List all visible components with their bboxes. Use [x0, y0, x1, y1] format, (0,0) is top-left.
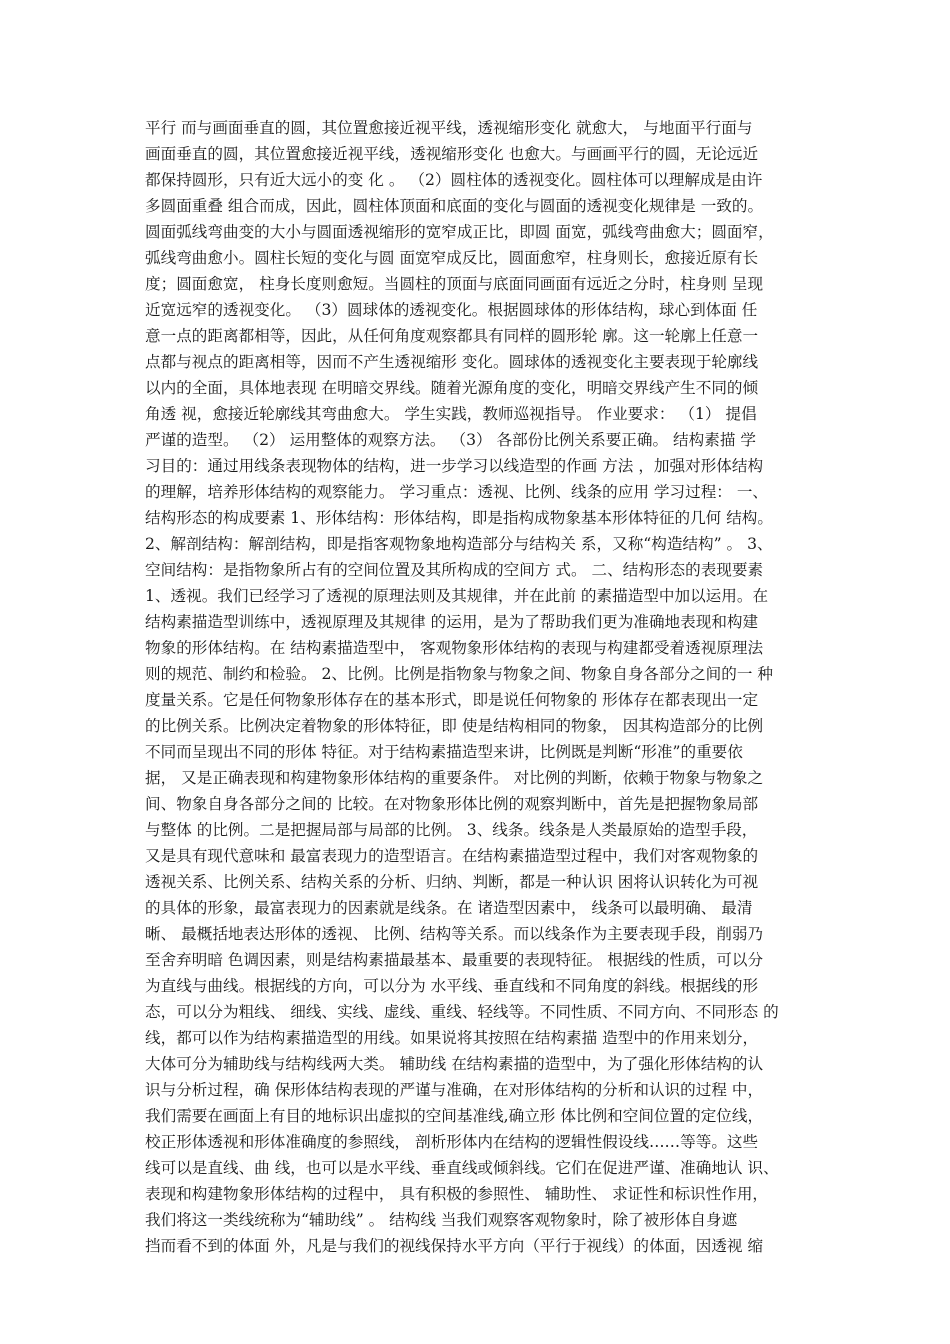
text-line: 我们将这一类线统称为“辅助线” 。 结构线 当我们观察客观物象时，除了被形体自身遮: [145, 1211, 738, 1229]
text-line: 度；圆面愈宽， 柱身长度则愈短。当圆柱的顶面与底面同画面有远近之分时，柱身则 呈现: [145, 275, 764, 293]
text-line: 态，可以分为粗线、 细线、实线、虚线、重线、轻线等。不同性质、不同方向、不同形态 的: [145, 1003, 779, 1021]
text-line: 我们需要在画面上有目的地标识出虚拟的空间基准线,确立形 体比例和空间位置的定位线，: [145, 1107, 764, 1125]
text-line: 严谨的造型。 （2） 运用整体的观察方法。 （3） 各部份比例关系要正确。 结构素描 学: [145, 431, 756, 449]
text-line: 则的规范、制约和检验。 2、比例。比例是指物象与物象之间、物象自身各部分之间的一 种: [145, 665, 773, 683]
text-line: 透视关系、比例关系、结构关系的分析、归纳、判断，都是一种认识 困将认识转化为可视: [145, 873, 759, 891]
text-line: 又是具有现代意味和 最富表现力的造型语言。在结构素描造型过程中，我们对客观物象的: [145, 847, 759, 865]
text-line: 间、物象自身各部分之间的 比较。在对物象形体比例的观察判断中，首先是把握物象局部: [145, 795, 759, 813]
text-line: 大体可分为辅助线与结构线两大类。 辅助线 在结构素描的造型中，为了强化形体结构的认: [145, 1055, 764, 1073]
text-line: 的具体的形象，最富表现力的因素就是线条。在 诸造型因素中， 线条可以最明确、 最清: [145, 899, 753, 917]
text-line: 多圆面重叠 组合而成，因此，圆柱体顶面和底面的变化与圆面的透视变化规律是 一致的。: [145, 197, 764, 215]
text-line: 线，都可以作为结构素描造型的用线。如果说将其按照在结构素描 造型中的作用来划分，: [145, 1029, 759, 1047]
text-line: 至舍弃明暗 色调因素，则是结构素描最基本、最重要的表现特征。 根据线的性质，可以分: [145, 951, 764, 969]
text-line: 近宽远窄的透视变化。 （3）圆球体的透视变化。根据圆球体的形体结构，球心到体面 任: [145, 301, 758, 319]
text-line: 表现和构建物象形体结构的过程中， 具有积极的参照性、 辅助性、 求证性和标识性作用，: [145, 1185, 769, 1203]
text-line: 度量关系。它是任何物象形体存在的基本形式，即是说任何物象的 形体存在都表现出一定: [145, 691, 759, 709]
text-line: 都保持圆形，只有近大远小的变 化 。 （2）圆柱体的透视变化。圆柱体可以理解成是由许: [145, 171, 763, 189]
text-line: 以内的全面，具体地表现 在明暗交界线。随着光源角度的变化，明暗交界线产生不同的倾: [145, 379, 759, 397]
text-line: 物象的形体结构。在 结构素描造型中， 客观物象形体结构的表现与构建都受着透视原理法: [145, 639, 764, 657]
text-line: 的比例关系。比例决定着物象的形体特征，即 使是结构相同的物象， 因其构造部分的比例: [145, 717, 764, 735]
body-text: [145, 115, 815, 1259]
text-line: 结构形态的构成要素 1、形体结构：形体结构，即是指构成物象基本形体特征的几何 结构。: [145, 509, 773, 527]
text-line: 识与分析过程，确 保形体结构表现的严谨与准确，在对形体结构的分析和认识的过程 中，: [145, 1081, 764, 1099]
text-line: 2、解剖结构：解剖结构，即是指客观物象地构造部分与结构关 系，又称“构造结构” 。 3、: [145, 535, 773, 553]
text-line: 的理解，培养形体结构的观察能力。 学习重点：透视、比例、线条的应用 学习过程： 一、: [145, 483, 769, 501]
text-line: 平行 而与画面垂直的圆，其位置愈接近视平线，透视缩形变化 就愈大， 与地面平行面与: [145, 119, 753, 137]
text-line: 1、透视。我们已经学习了透视的原理法则及其规律，并在此前 的素描造型中加以运用。在: [145, 587, 769, 605]
text-line: 角透 视，愈接近轮廓线其弯曲愈大。 学生实践，教师巡视指导。 作业要求： （1） 提倡: [145, 405, 757, 423]
text-line: 不同而呈现出不同的形体 特征。对于结构素描造型来讲，比例既是判断“形准”的重要依: [145, 743, 743, 761]
text-line: 结构素描造型训练中，透视原理及其规律 的运用，是为了帮助我们更为准确地表现和构建: [145, 613, 759, 631]
text-line: 校正形体透视和形体准确度的参照线， 剖析形体内在结构的逻辑性假设线……等等。这些: [145, 1133, 759, 1151]
text-line: 空间结构：是指物象所占有的空间位置及其所构成的空间方 式。 二、结构形态的表现要素: [145, 561, 764, 579]
text-line: 习目的：通过用线条表现物体的结构，进一步学习以线造型的作画 方法 ，加强对形体结构: [145, 457, 764, 475]
text-line: 画面垂直的圆，其位置愈接近视平线，透视缩形变化 也愈大。与画画平行的圆，无论远近: [145, 145, 759, 163]
text-line: 圆面弧线弯曲变的大小与圆面透视缩形的宽窄成正比，即圆 面宽，弧线弯曲愈大；圆面窄，: [145, 223, 774, 241]
text-line: 据， 又是正确表现和构建物象形体结构的重要条件。 对比例的判断，依赖于物象与物象之: [145, 769, 764, 787]
text-line: 与整体 的比例。二是把握局部与局部的比例。 3、线条。线条是人类最原始的造型手段，: [145, 821, 758, 839]
text-line: 晰、 最概括地表达形体的透视、 比例、结构等关系。而以线条作为主要表现手段，削弱乃: [145, 925, 764, 943]
text-line: 为直线与曲线。根据线的方向，可以分为 水平线、垂直线和不同角度的斜线。根据线的形: [145, 977, 759, 995]
text-line: 弧线弯曲愈小。圆柱长短的变化与圆 面宽窄成反比，圆面愈窄，柱身则长，愈接近原有长: [145, 249, 759, 267]
text-line: 线可以是直线、曲 线，也可以是水平线、垂直线或倾斜线。它们在促进严谨、准确地认 识、: [145, 1159, 779, 1177]
text-line: 意一点的距离都相等，因此，从任何角度观察都具有同样的圆形轮 廓。这一轮廓上任意一: [145, 327, 759, 345]
text-line: 点都与视点的距离相等，因而不产生透视缩形 变化。圆球体的透视变化主要表现于轮廓线: [145, 353, 759, 371]
text-line: 挡而看不到的体面 外，凡是与我们的视线保持水平方向（平行于视线）的体面，因透视 缩: [145, 1237, 764, 1255]
